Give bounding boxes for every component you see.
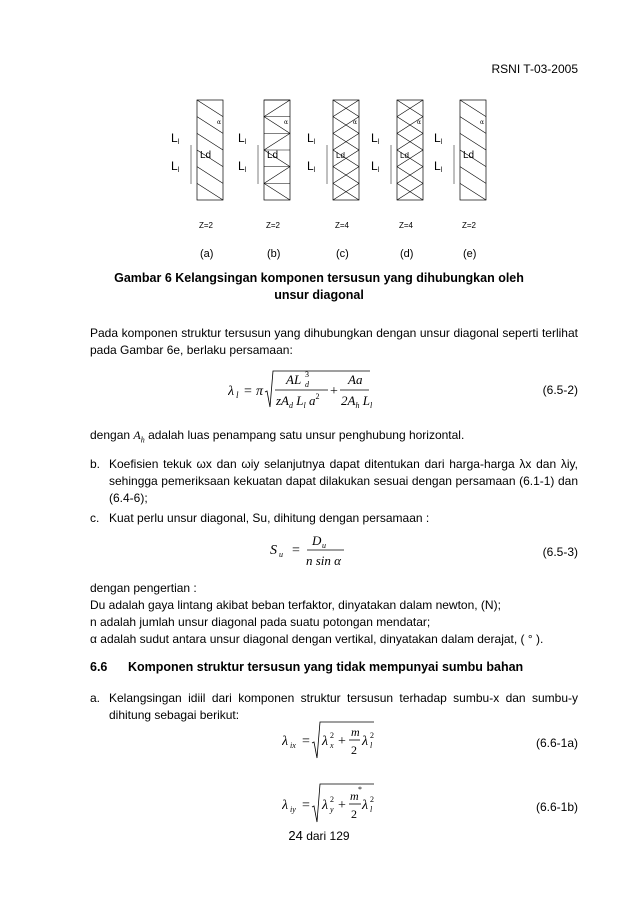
- li-label: Ll: [171, 159, 180, 174]
- eq-652-num1-sub: d: [305, 380, 309, 389]
- column-panel-3: [397, 100, 423, 200]
- equation-6-5-2: [228, 365, 378, 415]
- eq-661a-equals: =: [302, 734, 310, 749]
- panel-caption-2: (c): [336, 248, 349, 260]
- eq-661a-lhs: λ: [282, 734, 289, 749]
- lacing-bar: [197, 183, 223, 200]
- lacing-bar: [460, 100, 486, 117]
- ld-label: Ld: [336, 151, 345, 160]
- lacing-bar: [197, 167, 223, 184]
- eq-661a-term2: λ: [362, 734, 369, 749]
- eq-661a-two: 2: [351, 743, 357, 757]
- eq-661b-term2: λ: [362, 798, 369, 813]
- z-label-4: Z=2: [462, 221, 477, 230]
- section-number: 6.6: [90, 660, 108, 674]
- eq-661b-term1-sub: y: [330, 805, 334, 814]
- page-footer: [0, 828, 638, 843]
- item-a-marker: a.: [90, 691, 101, 705]
- item-c-text: Kuat perlu unsur diagonal, Su, dihitung dengan persamaan :: [109, 511, 430, 525]
- alpha-marker: α: [353, 119, 358, 126]
- definition-n: n adalah jumlah unsur diagonal pada suatu potongan mendatar;: [90, 615, 431, 629]
- item-a-text: Kelangsingan idiil dari komponen struktur tersusun terhadap sumbu-x dan sumbu-y dihitung sebagai berikut:: [109, 691, 578, 722]
- eq-661b-m-sup: *: [358, 785, 362, 794]
- column-panel-2: [333, 100, 359, 200]
- eq-661a-term2-sub: l: [370, 741, 373, 750]
- item-c: [90, 510, 578, 527]
- document-code: RSNI T-03-2005: [491, 62, 578, 76]
- lacing-bar: [264, 183, 290, 200]
- z-label-1: Z=2: [266, 221, 281, 230]
- eq-661b-term1-sup: 2: [330, 795, 334, 804]
- definitions: [90, 580, 590, 648]
- li-label: Ll: [307, 131, 316, 146]
- eq-661a-term2-sup: 2: [370, 731, 374, 740]
- eq-661a-term1: λ: [322, 734, 329, 749]
- eq-661a-lhs-sub: ix: [290, 741, 296, 750]
- panel-caption-1: (b): [267, 248, 281, 260]
- ld-label: Ld: [400, 151, 409, 160]
- li-label: Ll: [171, 131, 180, 146]
- z-label-3: Z=4: [399, 221, 414, 230]
- eq-653-lhs-sub: u: [279, 550, 283, 559]
- eq-661b-two: 2: [351, 807, 357, 821]
- equation-6-6-1a: [282, 718, 382, 764]
- figure-caption-line-1: Gambar 6 Kelangsingan komponen tersusun yang dihubungkan oleh: [114, 271, 524, 285]
- eq-652-lhs: λ: [228, 384, 235, 399]
- section-6-6-heading: [90, 660, 523, 674]
- eq-661b-number: (6.6-1b): [535, 800, 578, 814]
- alpha-marker: α: [217, 119, 222, 126]
- eq-661a-term1-sub: x: [330, 741, 334, 750]
- page-total: dari 129: [302, 829, 350, 843]
- item-b-marker: b.: [90, 457, 101, 471]
- eq-652-den1: $zA_d$ $L_l$ $a^2$: [276, 392, 320, 410]
- eq-661b-term1: λ: [322, 798, 329, 813]
- eq-661b-lhs-sub: iy: [290, 805, 296, 814]
- eq-661b-m: m: [350, 789, 359, 803]
- eq-653-den: n sin α: [306, 553, 341, 568]
- eq-661b-plus: +: [338, 798, 346, 813]
- eq-652-pi: π: [256, 384, 264, 399]
- intro-paragraph: Pada komponen struktur tersusun yang dihubungkan dengan unsur diagonal seperti terlihat pada Gambar 6e, berlaku persamaan:: [90, 326, 578, 357]
- eq-661a-number: (6.6-1a): [535, 736, 578, 750]
- panel-caption-0: (a): [200, 248, 214, 260]
- eq-661a-term1-sup: 2: [330, 731, 334, 740]
- eq-661b-term2-sub: l: [370, 805, 373, 814]
- definition-du: Du adalah gaya lintang akibat beban terfaktor, dinyatakan dalam newton, (N);: [90, 598, 501, 612]
- definitions-title: dengan pengertian :: [90, 581, 197, 595]
- li-label: Ll: [238, 131, 247, 146]
- li-label: Ll: [434, 159, 443, 174]
- ld-label: Ld: [200, 150, 212, 161]
- li-label: Ll: [307, 159, 316, 174]
- eq-652-number: (6.5-2): [542, 383, 578, 397]
- equation-6-6-1b: [282, 780, 382, 826]
- z-label-2: Z=4: [335, 221, 350, 230]
- section-title: Komponen struktur tersusun yang tidak mempunyai sumbu bahan: [128, 660, 524, 674]
- eq-653-number: (6.5-3): [542, 545, 578, 559]
- eq-652-lhs-sub: l: [236, 390, 239, 400]
- figure-caption-line-2: unsur diagonal: [274, 288, 364, 302]
- li-label: Ll: [371, 159, 380, 174]
- eq-653-lhs: S: [270, 543, 277, 558]
- eq-653-num: D: [312, 533, 322, 548]
- ld-label: Ld: [267, 150, 279, 161]
- figure-6-lacing-diagram: [150, 90, 530, 260]
- eq-661b-equals: =: [302, 798, 310, 813]
- lacing-bar: [460, 133, 486, 150]
- lacing-bar: [460, 183, 486, 200]
- definition-alpha: α adalah sudut antara unsur diagonal dengan vertikal, dinyatakan dalam derajat, ( ° ).: [90, 632, 544, 646]
- lacing-bar: [197, 100, 223, 117]
- item-c-marker: c.: [90, 511, 100, 525]
- lacing-bar: [197, 133, 223, 150]
- figure-caption: [95, 270, 543, 304]
- after-eq-652-text: dengan $A_h$ adalah luas penampang satu unsur penghubung horizontal.: [90, 428, 465, 445]
- item-b: [90, 456, 578, 507]
- lacing-bar: [264, 167, 290, 184]
- eq-652-num1-sup: 3: [305, 370, 309, 379]
- eq-652-equals: =: [244, 384, 252, 399]
- li-label: Ll: [371, 131, 380, 146]
- z-label-0: Z=2: [199, 221, 214, 230]
- item-b-text: Koefisien tekuk ωx dan ωiy selanjutnya dapat ditentukan dari harga-harga λx dan λiy, sehingga pemeriksaan kekuatan dapat dilakukan sesuai dengan persamaan (6.1-1) dan (6.4-6);: [109, 457, 578, 505]
- lacing-bar: [460, 167, 486, 184]
- eq-652-plus: +: [330, 384, 338, 399]
- li-label: Ll: [434, 131, 443, 146]
- page-number: 24: [288, 828, 303, 843]
- ld-label: Ld: [463, 150, 475, 161]
- eq-661a-plus: +: [338, 734, 346, 749]
- lacing-bar: [264, 100, 290, 117]
- alpha-marker: α: [417, 119, 422, 126]
- eq-661a-m: m: [351, 725, 360, 739]
- eq-661b-term2-sup: 2: [370, 795, 374, 804]
- eq-652-num1: AL: [286, 372, 302, 387]
- panel-caption-4: (e): [463, 248, 477, 260]
- li-label: Ll: [238, 159, 247, 174]
- eq-653-equals: =: [292, 543, 300, 558]
- eq-653-num-sub: u: [322, 541, 326, 550]
- equation-6-5-3: [270, 532, 350, 572]
- panel-caption-3: (d): [400, 248, 414, 260]
- eq-661b-lhs: λ: [282, 798, 289, 813]
- alpha-marker: α: [480, 119, 485, 126]
- alpha-marker: α: [284, 119, 289, 126]
- lacing-bar: [264, 133, 290, 150]
- eq-652-den2: $2A_h$ $L_l$: [341, 393, 373, 410]
- eq-652-num2: Aa: [348, 372, 363, 387]
